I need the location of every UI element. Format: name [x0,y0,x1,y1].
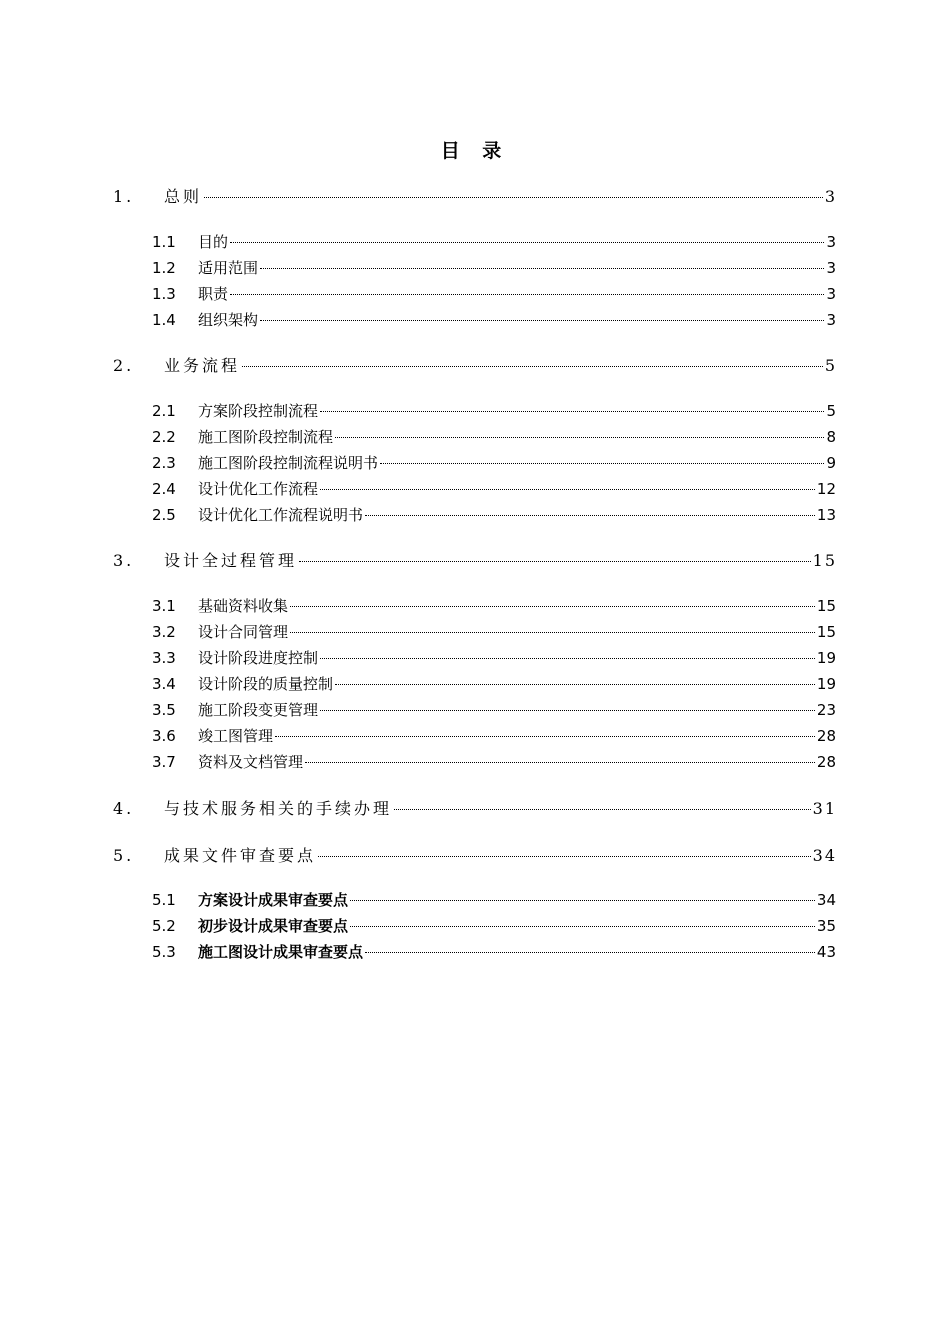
toc-entry-page-number: 19 [816,675,836,693]
toc-entry-number: 5.1 [152,891,176,909]
toc-entry-page-number: 15 [816,597,836,615]
toc-entry-title: 设计阶段进度控制 [198,649,319,667]
toc-entry-number: 4. [113,799,135,818]
toc-dot-leader [318,855,811,857]
toc-entry-number: 3.5 [152,701,176,719]
toc-dot-leader [320,410,824,412]
toc-subsection-entry[interactable] [152,889,836,911]
toc-dot-leader [335,436,824,438]
toc-subsection-entry[interactable] [152,915,836,937]
toc-entry-title: 方案设计成果审查要点 [198,891,349,909]
toc-entry-page-number: 3 [826,259,836,277]
toc-subsection-entry[interactable] [152,504,836,526]
toc-entry-number: 3.4 [152,675,176,693]
toc-entry-title: 设计优化工作流程说明书 [198,506,364,524]
toc-subsection-entry[interactable] [152,309,836,331]
toc-entry-title: 与技术服务相关的手续办理 [164,799,393,818]
toc-subsection-entry[interactable] [152,647,836,669]
toc-entry-title: 初步设计成果审查要点 [198,917,349,935]
toc-entry-page-number: 15 [812,551,837,570]
toc-entry-page-number: 12 [816,480,836,498]
toc-entry-number: 3.1 [152,597,176,615]
toc-entry-page-number: 43 [816,943,836,961]
toc-entry-title: 目的 [198,233,229,251]
toc-section-entry[interactable] [113,186,835,208]
toc-dot-leader [335,683,815,685]
toc-subsection-entry[interactable] [152,426,836,448]
toc-entry-number: 5.3 [152,943,176,961]
toc-entry-page-number: 34 [812,846,837,865]
toc-entry-page-number: 5 [824,356,837,375]
toc-entry-page-number: 19 [816,649,836,667]
toc-dot-leader [230,241,824,243]
toc-entry-title: 适用范围 [198,259,259,277]
toc-subsection-entry[interactable] [152,400,836,422]
toc-dot-leader [320,488,815,490]
toc-entry-number: 1.3 [152,285,176,303]
toc-section-entry[interactable] [113,355,835,377]
toc-entry-title: 总则 [164,187,203,206]
toc-dot-leader [290,605,815,607]
toc-entry-number: 1. [113,187,135,206]
toc-entry-number: 3.2 [152,623,176,641]
toc-entry-title: 施工图阶段控制流程 [198,428,334,446]
toc-dot-leader [260,267,824,269]
toc-dot-leader [350,899,815,901]
toc-entry-page-number: 3 [826,285,836,303]
toc-entry-title: 施工图阶段控制流程说明书 [198,454,379,472]
toc-entry-title: 职责 [198,285,229,303]
toc-entry-page-number: 8 [826,428,836,446]
toc-entry-number: 2.5 [152,506,176,524]
toc-entry-title: 竣工图管理 [198,727,274,745]
toc-dot-leader [365,951,815,953]
toc-entry-title: 组织架构 [198,311,259,329]
toc-dot-leader [260,319,824,321]
toc-entry-title: 成果文件审查要点 [164,846,317,865]
toc-dot-leader [305,761,815,763]
toc-entry-number: 1.2 [152,259,176,277]
toc-entry-page-number: 3 [826,233,836,251]
toc-entry-title: 业务流程 [164,356,241,375]
toc-entry-page-number: 9 [826,454,836,472]
toc-dot-leader [320,657,815,659]
toc-entry-number: 3. [113,551,135,570]
toc-entry-page-number: 31 [812,799,837,818]
toc-entry-page-number: 13 [816,506,836,524]
toc-dot-leader [380,462,824,464]
toc-subsection-entry[interactable] [152,621,836,643]
toc-entry-number: 2.2 [152,428,176,446]
toc-entry-title: 设计优化工作流程 [198,480,319,498]
toc-subsection-entry[interactable] [152,699,836,721]
toc-subsection-entry[interactable] [152,725,836,747]
toc-entry-title: 施工图设计成果审查要点 [198,943,364,961]
toc-entry-page-number: 23 [816,701,836,719]
toc-section-entry[interactable] [113,845,835,867]
toc-entry-number: 2.4 [152,480,176,498]
toc-dot-leader [299,560,811,562]
toc-entry-number: 1.1 [152,233,176,251]
toc-section-entry[interactable] [113,550,835,572]
toc-entry-number: 1.4 [152,311,176,329]
toc-entry-number: 5. [113,846,135,865]
toc-section-entry[interactable] [113,798,835,820]
toc-subsection-entry[interactable] [152,595,836,617]
toc-subsection-entry[interactable] [152,478,836,500]
toc-subsection-entry[interactable] [152,673,836,695]
toc-entry-title: 设计合同管理 [198,623,289,641]
toc-entry-page-number: 34 [816,891,836,909]
toc-dot-leader [204,196,823,198]
toc-dot-leader [290,631,815,633]
toc-entry-title: 施工阶段变更管理 [198,701,319,719]
toc-subsection-entry[interactable] [152,257,836,279]
toc-entry-title: 资料及文档管理 [198,753,304,771]
toc-entry-number: 3.6 [152,727,176,745]
toc-entry-number: 2.3 [152,454,176,472]
toc-entry-page-number: 5 [826,402,836,420]
toc-entry-page-number: 28 [816,753,836,771]
toc-entry-number: 2.1 [152,402,176,420]
toc-entry-number: 5.2 [152,917,176,935]
toc-entry-number: 2. [113,356,135,375]
toc-entry-page-number: 3 [826,311,836,329]
toc-entry-number: 3.3 [152,649,176,667]
toc-subsection-entry[interactable] [152,231,836,253]
toc-entry-page-number: 15 [816,623,836,641]
toc-entry-title: 设计全过程管理 [164,551,298,570]
toc-entry-page-number: 3 [824,187,837,206]
toc-subsection-entry[interactable] [152,751,836,773]
toc-dot-leader [275,735,815,737]
toc-dot-leader [230,293,824,295]
toc-subsection-entry[interactable] [152,941,836,963]
page-title: 目 录 [440,140,510,162]
toc-entry-title: 设计阶段的质量控制 [198,675,334,693]
toc-entry-page-number: 28 [816,727,836,745]
toc-subsection-entry[interactable] [152,283,836,305]
toc-subsection-entry[interactable] [152,452,836,474]
toc-dot-leader [365,514,815,516]
toc-dot-leader [394,808,811,810]
toc-entry-title: 基础资料收集 [198,597,289,615]
toc-entry-page-number: 35 [816,917,836,935]
toc-dot-leader [320,709,815,711]
toc-dot-leader [350,925,815,927]
toc-entry-number: 3.7 [152,753,176,771]
toc-dot-leader [242,365,823,367]
toc-entry-title: 方案阶段控制流程 [198,402,319,420]
